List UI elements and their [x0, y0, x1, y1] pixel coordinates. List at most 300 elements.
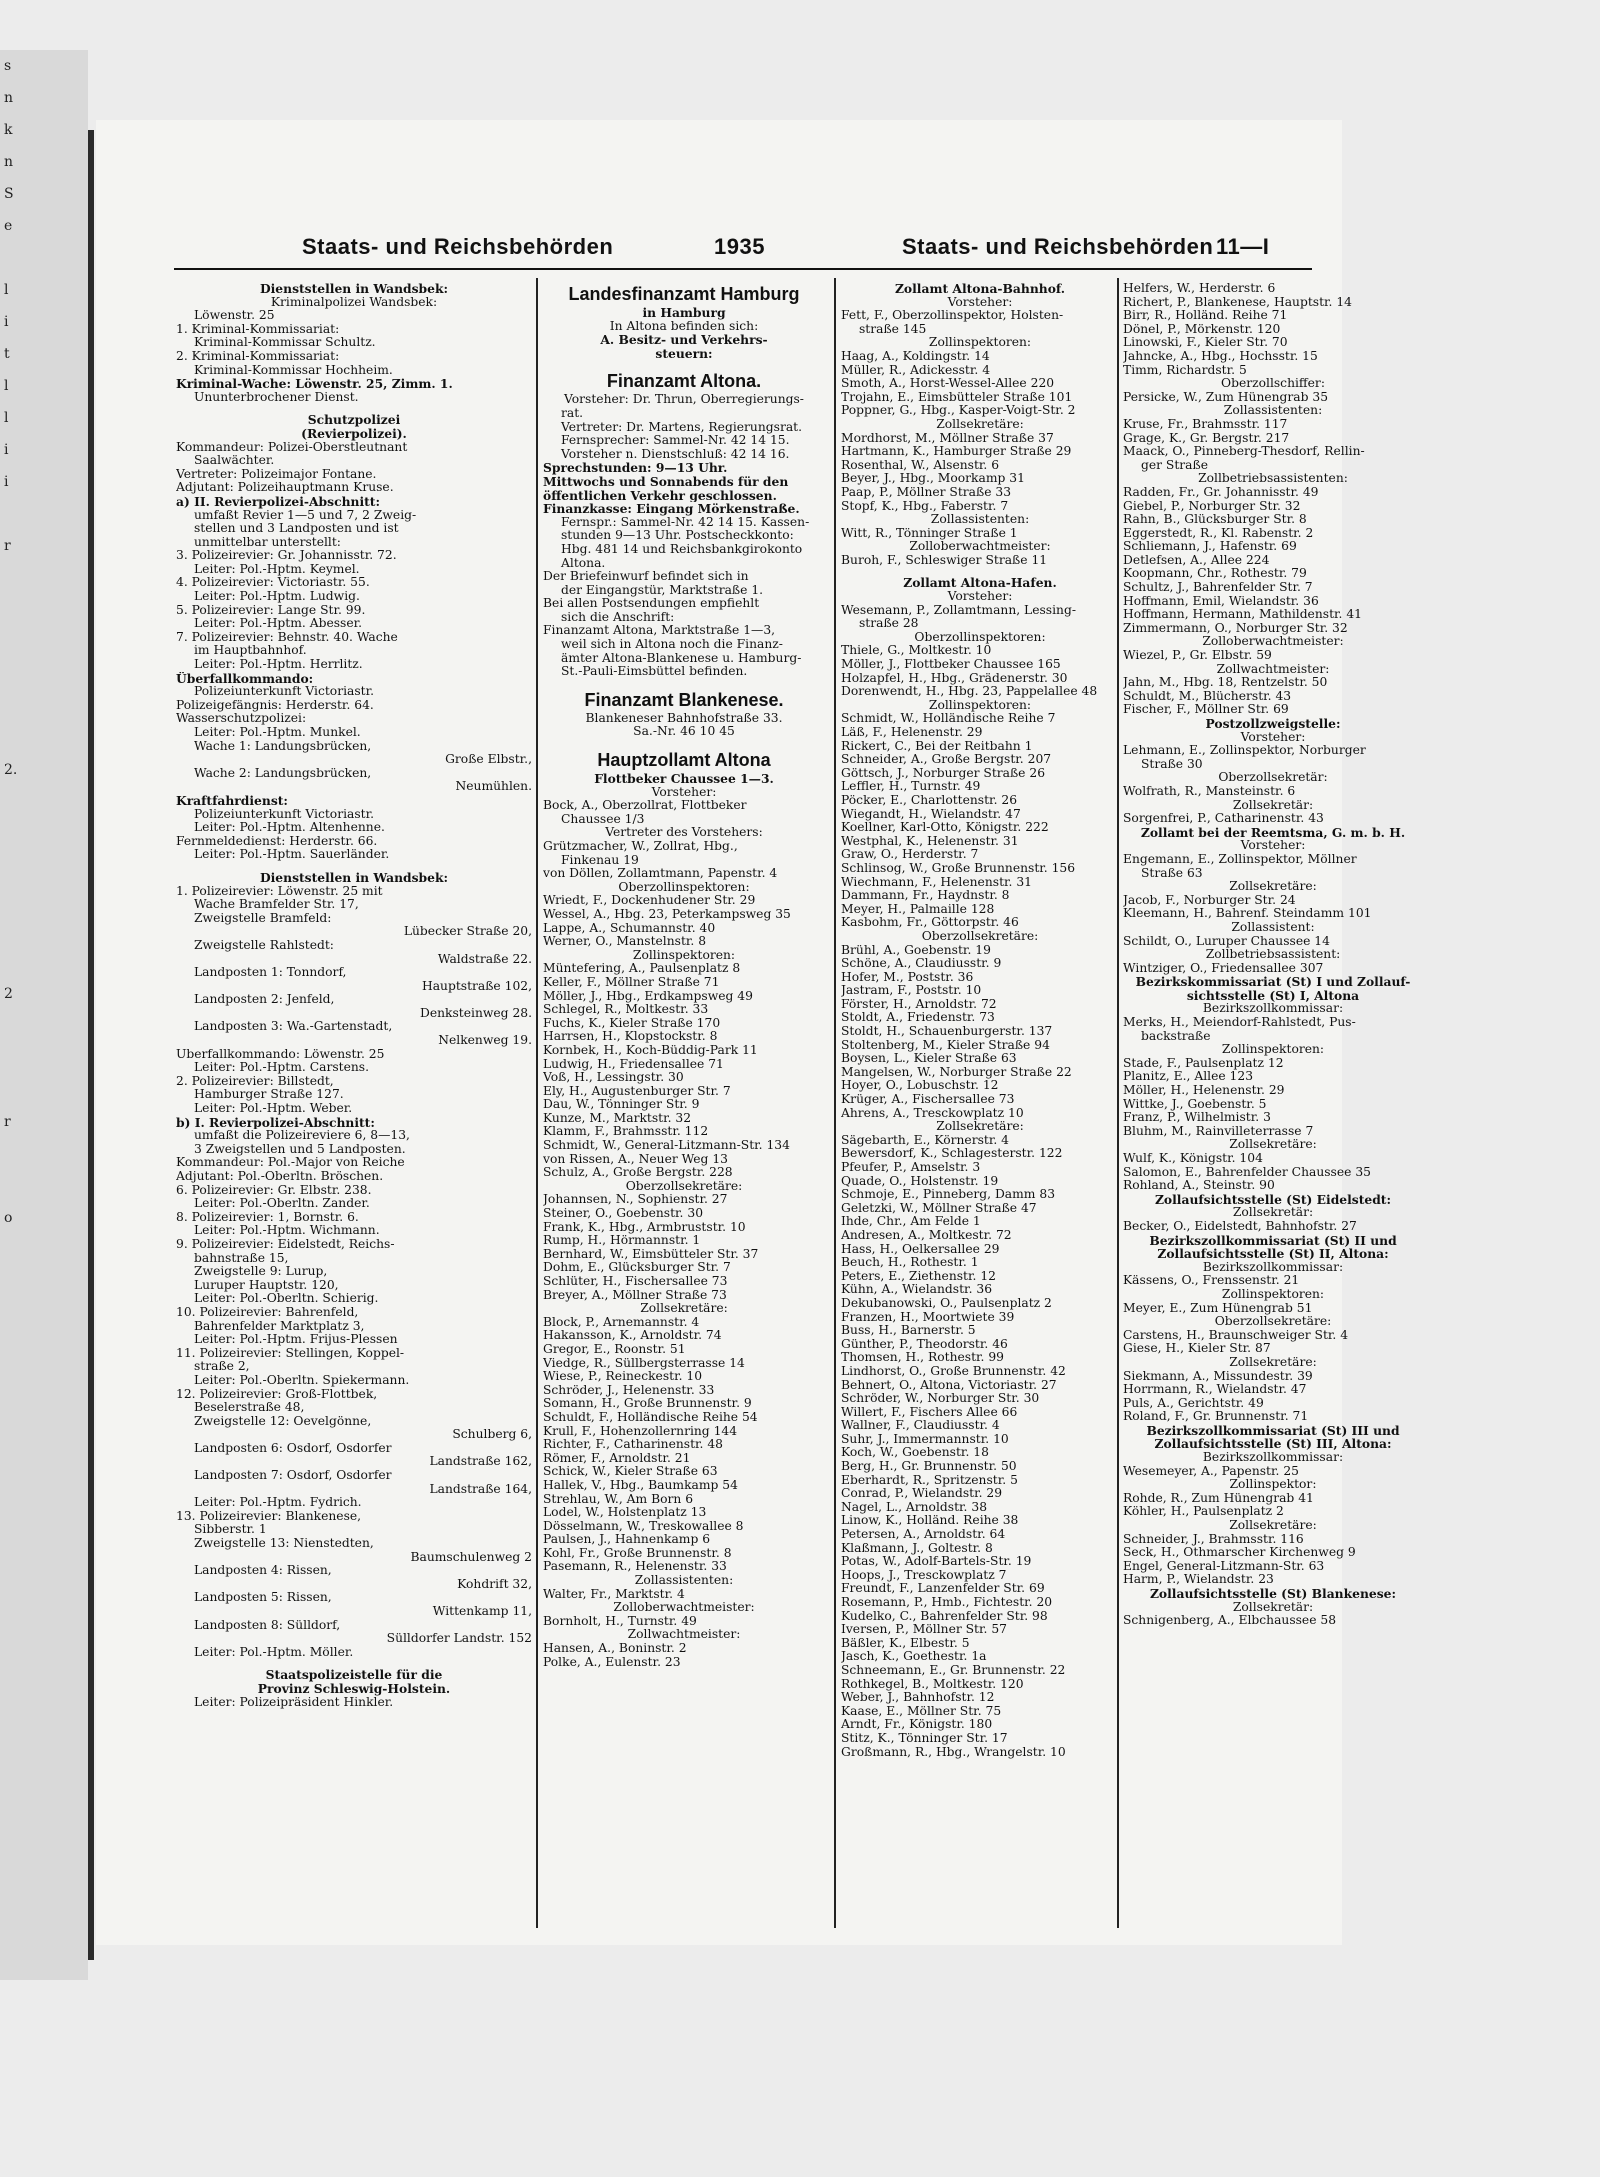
- text-line: Zollsekretäre:: [1229, 880, 1317, 894]
- facing-page-fragment: [4, 1234, 17, 1266]
- text-line: Leiter: Pol.-Hptm. Ludwig.: [194, 590, 360, 604]
- text-line: Finanzamt Altona, Marktstraße 1—3,: [543, 624, 776, 638]
- text-line: Iversen, P., Möllner Str. 57: [841, 1623, 1007, 1637]
- text-line: Hansen, A., Boninstr. 2: [543, 1642, 687, 1656]
- text-line: Hbg. 481 14 und Reichsbankgirokonto: [561, 542, 803, 556]
- text-line: Zollsekretäre:: [936, 1120, 1024, 1134]
- text-line: Linow, K., Holländ. Reihe 38: [841, 1514, 1019, 1528]
- text-line: sichtsstelle (St) I, Altona: [1186, 988, 1360, 1003]
- text-line: a) II. Revierpolizei-Abschnitt:: [176, 494, 381, 509]
- text-line: Löwenstr. 25: [194, 309, 275, 323]
- text-line: Möller, H., Helenenstr. 29: [1123, 1084, 1285, 1098]
- text-line: Harrsen, H., Klopstockstr. 8: [543, 1030, 718, 1044]
- text-line: Meyer, E., Zum Hünengrab 51: [1123, 1301, 1313, 1315]
- column-divider: [536, 278, 538, 1928]
- text-line: Pöcker, E., Charlottenstr. 26: [841, 793, 1018, 807]
- text-line: Vorsteher:: [947, 295, 1013, 309]
- text-line: Schuldt, M., Blücherstr. 43: [1123, 689, 1292, 703]
- text-line: Vertreter des Vorstehers:: [605, 826, 763, 840]
- text-line: Thomsen, H., Rothestr. 99: [841, 1351, 1005, 1365]
- facing-page-fragment: k: [4, 122, 13, 138]
- text-line: in Hamburg: [642, 306, 726, 320]
- text-line: Vorsteher:: [947, 590, 1013, 604]
- facing-page-fragment: [4, 818, 17, 850]
- text-line: Rump, H., Hörmannstr. 1: [543, 1234, 701, 1248]
- text-line: Wache 1: Landungsbrücken,: [194, 739, 372, 753]
- text-line: Leiter: Pol.-Oberltn. Spiekermann.: [194, 1373, 410, 1387]
- text-line: Schultz, J., Bahrenfelder Str. 7: [1123, 581, 1313, 595]
- text-line: Zollassistenten:: [930, 513, 1030, 527]
- facing-page-fragment: l: [4, 282, 9, 298]
- text-line: Wiechmann, F., Helenenstr. 31: [841, 875, 1033, 889]
- text-line: Merks, H., Meiendorf-Rahlstedt, Pus-: [1123, 1016, 1356, 1030]
- text-line: Schliemann, J., Hafenstr. 69: [1123, 540, 1297, 554]
- text-line: Zollsekretär:: [1232, 798, 1314, 812]
- text-line: Leiter: Pol.-Hptm. Keymel.: [194, 562, 360, 576]
- text-line: Krüger, A., Fischersallee 73: [841, 1093, 1015, 1107]
- text-line: Bäßler, K., Elbestr. 5: [841, 1636, 970, 1650]
- text-line: Stoldt, H., Schauenburgerstr. 137: [841, 1025, 1053, 1039]
- text-line: 1. Kriminal-Kommissariat:: [176, 322, 340, 336]
- text-line: Smoth, A., Horst-Wessel-Allee 220: [841, 377, 1055, 391]
- text-line: Koellner, Karl-Otto, Königstr. 222: [841, 821, 1049, 835]
- text-line: Block, P., Arnemannstr. 4: [543, 1315, 700, 1329]
- text-line: Postzollzweigstelle:: [1205, 717, 1341, 731]
- text-line: Wiezel, P., Gr. Elbstr. 59: [1123, 649, 1272, 663]
- text-line: Wache Bramfelder Str. 17,: [194, 898, 359, 912]
- text-line: Vorsteher: Dr. Thrun, Oberregierungs-: [564, 393, 804, 407]
- text-line: Weber, J., Bahnhofstr. 12: [841, 1691, 995, 1705]
- facing-page-fragment: [4, 1170, 17, 1202]
- text-line: Beselerstraße 48,: [194, 1401, 305, 1415]
- text-line: Zolloberwachtmeister:: [1202, 635, 1344, 649]
- facing-page-fragment: [4, 1266, 17, 1298]
- text-line: Landposten 4: Rissen,: [194, 1564, 332, 1578]
- text-line: Bezirkskommissariat (St) I und Zollauf-: [1135, 975, 1411, 989]
- text-line: 4. Polizeirevier: Victoriastr. 55.: [176, 576, 370, 590]
- text-line: Schildt, O., Luruper Chaussee 14: [1123, 934, 1330, 948]
- facing-page-fragment: r: [4, 538, 11, 554]
- text-line: Hoyer, O., Lobuschstr. 12: [841, 1079, 999, 1093]
- text-line: Sprechstunden: 9—13 Uhr.: [543, 461, 728, 475]
- text-line: Zollwachtmeister:: [627, 1628, 741, 1642]
- facing-page-fragment: i: [4, 314, 9, 330]
- text-line: 11. Polizeirevier: Stellingen, Koppel-: [176, 1346, 405, 1360]
- document-page: [96, 120, 1411, 1945]
- text-line: Fernspr.: Sammel-Nr. 42 14 15. Kassen-: [561, 515, 810, 529]
- text-line: Potas, W., Adolf-Bartels-Str. 19: [841, 1555, 1032, 1569]
- text-line: Römer, F., Arnoldstr. 21: [543, 1451, 691, 1465]
- text-line: 2. Kriminal-Kommissariat:: [176, 349, 340, 363]
- facing-page-fragment: [4, 1138, 17, 1170]
- text-line: Kaase, E., Möllner Str. 75: [841, 1704, 1002, 1718]
- text-line: Klaßmann, J., Goltestr. 8: [841, 1541, 993, 1555]
- text-line: Horrmann, R., Wielandstr. 47: [1123, 1383, 1307, 1397]
- facing-page-fragment: [4, 914, 17, 946]
- text-line: Polizeiunterkunft Victoriastr.: [194, 807, 375, 821]
- text-line: Schnigenberg, A., Elbchaussee 58: [1123, 1614, 1337, 1628]
- text-line: Westphal, K., Helenenstr. 31: [841, 834, 1019, 848]
- text-line: Vorsteher:: [1240, 839, 1306, 853]
- facing-page-fragment: [4, 626, 17, 658]
- text-line: Giese, H., Kieler Str. 87: [1123, 1342, 1271, 1356]
- text-line: Zollinspektoren:: [928, 698, 1032, 712]
- text-line: Jahncke, A., Hbg., Hochsstr. 15: [1123, 349, 1318, 363]
- text-line: [176, 862, 532, 871]
- facing-page-fragment: s: [4, 58, 12, 74]
- text-line: Oberzollsekretäre:: [625, 1179, 743, 1193]
- header-right-title: Staats- und Reichsbehörden: [902, 234, 1214, 259]
- text-line: b) I. Revierpolizei-Abschnitt:: [176, 1115, 375, 1130]
- facing-page-fragment: [4, 498, 17, 530]
- facing-page-fragment: [4, 242, 17, 274]
- facing-page-fragment: [4, 946, 17, 978]
- text-line: Fuchs, K., Kieler Straße 170: [543, 1016, 721, 1030]
- text-line: Zollsekretär:: [1232, 1600, 1314, 1614]
- text-line: Eggerstedt, R., Kl. Rabenstr. 2: [1123, 526, 1314, 540]
- text-line: Überfallkommando: Löwenstr. 25: [176, 1047, 385, 1061]
- text-line: Der Briefeinwurf befindet sich in: [543, 570, 749, 584]
- text-line: Hofer, M., Poststr. 36: [841, 970, 974, 984]
- facing-page-fragment: [4, 850, 17, 882]
- text-line: Richert, P., Blankenese, Hauptstr. 14: [1123, 295, 1353, 309]
- text-line: Persicke, W., Zum Hünengrab 35: [1123, 390, 1329, 404]
- text-line: Neumühlen.: [455, 780, 532, 794]
- text-line: Ludwig, H., Friedensallee 71: [543, 1057, 724, 1071]
- text-line: Adjutant: Polizeihauptmann Kruse.: [176, 481, 394, 495]
- text-line: Leiter: Pol.-Oberltn. Schierig.: [194, 1292, 379, 1306]
- text-line: Zweigstelle 12: Oevelgönne,: [194, 1414, 372, 1428]
- text-line: Landposten 7: Osdorf, Osdorfer: [194, 1469, 392, 1483]
- text-line: [176, 404, 532, 413]
- text-line: Detlefsen, A., Allee 224: [1123, 553, 1270, 567]
- text-line: umfaßt Revier 1—5 und 7, 2 Zweig-: [194, 508, 417, 522]
- text-line: Dienststellen in Wandsbek:: [259, 282, 449, 296]
- text-line: Müntefering, A., Paulsenplatz 8: [543, 962, 741, 976]
- text-line: Lehmann, E., Zollinspektor, Norburger: [1123, 744, 1366, 758]
- facing-page-fragment: r: [4, 1114, 11, 1130]
- text-line: Adjutant: Pol.-Oberltn. Bröschen.: [176, 1170, 384, 1183]
- text-line: Stopf, K., Hbg., Faberstr. 7: [841, 499, 1009, 513]
- text-line: Köhler, H., Paulsenplatz 2: [1123, 1505, 1284, 1519]
- text-line: Sägebarth, E., Körnerstr. 4: [841, 1133, 1010, 1147]
- text-line: Finanzamt Blankenese.: [584, 689, 784, 710]
- text-line: Kühn, A., Wielandstr. 36: [841, 1283, 993, 1297]
- text-line: Schulz, A., Große Bergstr. 228: [543, 1166, 733, 1180]
- text-line: Schick, W., Kieler Straße 63: [543, 1465, 718, 1479]
- text-line: Jacob, F., Norburger Str. 24: [1123, 893, 1296, 907]
- text-line: Zolloberwachtmeister:: [613, 1601, 755, 1615]
- text-line: Zollsekretäre:: [640, 1302, 728, 1316]
- text-line: Landposten 6: Osdorf, Osdorfer: [194, 1441, 392, 1455]
- facing-page-fragment: [4, 882, 17, 914]
- text-line: Leiter: Pol.-Hptm. Fydrich.: [194, 1496, 362, 1510]
- facing-page-fragments: [4, 50, 17, 1330]
- text-line: Zweigstelle 9: Lurup,: [194, 1265, 328, 1279]
- text-line: Birr, R., Holländ. Reihe 71: [1123, 309, 1288, 323]
- text-line: stellen und 3 Landposten und ist: [194, 522, 399, 536]
- facing-page-fragment: [4, 690, 17, 722]
- facing-page-fragment: 2: [4, 986, 13, 1002]
- text-line: Oberzollinspektoren:: [914, 630, 1046, 644]
- text-line: Schmidt, W., General-Litzmann-Str. 134: [543, 1139, 790, 1153]
- text-line: Engemann, E., Zollinspektor, Möllner: [1123, 852, 1357, 866]
- text-line: 9. Polizeirevier: Eidelstedt, Reichs-: [176, 1237, 395, 1251]
- text-line: Wallner, F., Claudiusstr. 4: [841, 1419, 1000, 1433]
- text-line: Stoldt, A., Friedenstr. 73: [841, 1011, 995, 1025]
- text-line: Schlüter, H., Fischersallee 73: [543, 1275, 728, 1288]
- text-line: Thiele, G., Moltkestr. 10: [841, 644, 992, 658]
- text-line: Geletzki, W., Möllner Straße 47: [841, 1201, 1037, 1215]
- text-line: Wiegandt, H., Wielandstr. 47: [841, 807, 1021, 821]
- text-line: Behnert, O., Altona, Victoriastr. 27: [841, 1378, 1057, 1392]
- text-line: Leiter: Pol.-Hptm. Wichmann.: [194, 1224, 380, 1238]
- facing-page-fragment: i: [4, 474, 9, 490]
- text-line: Bewersdorf, K., Schlagesterstr. 122: [841, 1147, 1063, 1161]
- text-line: Wulf, K., Königstr. 104: [1123, 1152, 1263, 1165]
- text-line: Flottbeker Chaussee 1—3.: [594, 772, 774, 786]
- text-line: Fernmeldedienst: Herderstr. 66.: [176, 834, 378, 848]
- text-line: Fernsprecher: Sammel-Nr. 42 14 15.: [561, 434, 790, 448]
- text-line: Bock, A., Oberzollrat, Flottbeker: [543, 799, 747, 813]
- text-line: Staatspolizeistelle für die: [265, 1668, 443, 1682]
- text-line: Berg, H., Gr. Brunnenstr. 50: [841, 1460, 1017, 1474]
- text-line: Landesfinanzamt Hamburg: [568, 284, 800, 304]
- text-line: rat.: [561, 406, 584, 420]
- text-line: Bezirkszollkommissariat (St) II und: [1149, 1233, 1397, 1248]
- facing-page-fragment: [4, 562, 17, 594]
- text-line: Leiter: Pol.-Hptm. Sauerländer.: [194, 848, 390, 862]
- text-line: Grage, K., Gr. Bergstr. 217: [1123, 431, 1290, 445]
- text-line: stunden 9—13 Uhr. Postscheckkonto:: [561, 529, 794, 543]
- text-line: Zollassistenten:: [1223, 404, 1323, 418]
- text-line: Dösselmann, W., Treskowallee 8: [543, 1519, 744, 1533]
- text-line: Zollinspektor:: [1229, 1478, 1317, 1492]
- header-year: 1935: [714, 234, 765, 259]
- text-line: Beuch, H., Rothestr. 1: [841, 1256, 979, 1270]
- text-line: Bezirkszollkommissar:: [1202, 1451, 1344, 1465]
- text-line: Dorenwendt, H., Hbg. 23, Pappelallee 48: [841, 685, 1098, 699]
- facing-page-fragment: n: [4, 154, 14, 170]
- facing-page-fragment: o: [4, 1210, 13, 1226]
- text-line: Fischer, F., Möllner Str. 69: [1123, 703, 1289, 717]
- text-line: Strehlau, W., Am Born 6: [543, 1492, 694, 1506]
- text-line: Peters, E., Ziethenstr. 12: [841, 1269, 996, 1283]
- text-line: Große Elbstr.,: [445, 753, 532, 767]
- text-line: Petersen, A., Arnoldstr. 64: [841, 1528, 1006, 1542]
- text-line: Seck, H., Othmarscher Kirchenweg 9: [1123, 1546, 1356, 1560]
- text-line: Freundt, F., Lanzenfelder Str. 69: [841, 1582, 1045, 1596]
- text-line: Oberzollsekretäre:: [921, 929, 1039, 943]
- text-line: Brühl, A., Goebenstr. 19: [841, 943, 991, 957]
- facing-page-fragment: n: [4, 90, 14, 106]
- text-line: Andresen, A., Moltkestr. 72: [841, 1228, 1012, 1242]
- text-line: ger Straße: [1141, 458, 1209, 472]
- text-line: Landposten 3: Wa.-Gartenstadt,: [194, 1020, 393, 1034]
- text-line: [841, 567, 1119, 576]
- text-line: Göttsch, J., Norburger Straße 26: [841, 766, 1046, 780]
- text-line: Förster, H., Arnoldstr. 72: [841, 997, 997, 1011]
- text-line: Lodel, W., Holstenplatz 13: [543, 1506, 707, 1520]
- text-line: Timm, Richardstr. 5: [1123, 363, 1247, 377]
- text-line: Pasemann, R., Helenenstr. 33: [543, 1560, 727, 1574]
- text-line: Stoltenberg, M., Kieler Straße 94: [841, 1038, 1050, 1052]
- text-line: Hass, H., Oelkersallee 29: [841, 1242, 1000, 1256]
- text-line: Polizeigefängnis: Herderstr. 64.: [176, 698, 374, 712]
- text-line: Fett, F., Oberzollinspektor, Holsten-: [841, 309, 1064, 323]
- facing-page-fragment: [4, 1074, 17, 1106]
- text-line: Hallek, V., Hbg., Baumkamp 54: [543, 1478, 738, 1492]
- text-line: Schneemann, E., Gr. Brunnenstr. 22: [841, 1663, 1066, 1677]
- text-line: backstraße: [1141, 1029, 1211, 1043]
- text-line: Krull, F., Hohenzollernring 144: [543, 1424, 738, 1438]
- text-line: Mittwochs und Sonnabends für den: [543, 474, 789, 489]
- text-line: Schmidt, W., Holländische Reihe 7: [841, 712, 1056, 726]
- text-line: von Rissen, A., Neuer Weg 13: [543, 1152, 728, 1166]
- text-line: Oberzollsekretäre:: [1214, 1315, 1332, 1329]
- text-line: Haag, A., Koldingstr. 14: [841, 349, 990, 363]
- text-line: Zollaufsichtsstelle (St) Eidelstedt:: [1154, 1192, 1392, 1207]
- text-line: Salomon, E., Bahrenfelder Chaussee 35: [1123, 1165, 1371, 1179]
- text-line: Dönel, P., Mörkenstr. 120: [1123, 322, 1281, 336]
- text-line: Kornbek, H., Koch-Büddig-Park 11: [543, 1043, 758, 1057]
- text-line: Kommandeur: Polizei-Oberstleutnant: [176, 440, 408, 454]
- text-line: Sibberstr. 1: [194, 1523, 267, 1537]
- text-line: Lindhorst, O., Große Brunnenstr. 42: [841, 1364, 1066, 1378]
- text-line: Möller, J., Flottbeker Chaussee 165: [841, 658, 1061, 672]
- text-line: 7. Polizeirevier: Behnstr. 40. Wache: [176, 630, 398, 644]
- facing-page-fragment: [4, 786, 17, 818]
- text-line: straße 145: [859, 322, 927, 336]
- text-line: Breyer, A., Möllner Straße 73: [543, 1288, 727, 1302]
- text-line: Leiter: Pol.-Hptm. Abesser.: [194, 617, 363, 631]
- text-line: Wintziger, O., Friedensallee 307: [1123, 961, 1324, 975]
- text-line: Siekmann, A., Missundestr. 39: [1123, 1369, 1313, 1383]
- text-line: Zollinspektoren:: [928, 336, 1032, 350]
- facing-page-fragment: 2.: [4, 762, 18, 778]
- text-line: weil sich in Altona noch die Finanz-: [561, 638, 783, 652]
- text-line: Kriminal-Wache: Löwenstr. 25, Zimm. 1.: [176, 377, 453, 391]
- column-divider: [834, 278, 836, 1928]
- book-gutter: [88, 130, 94, 1960]
- text-line: Nagel, L., Arnoldstr. 38: [841, 1500, 988, 1514]
- text-line: Schlinsog, W., Große Brunnenstr. 156: [841, 861, 1076, 875]
- text-line: Trojahn, E., Eimsbütteler Straße 101: [841, 390, 1073, 404]
- text-line: Jahn, M., Hbg. 18, Rentzelstr. 50: [1123, 676, 1328, 690]
- text-line: Zollaufsichtsstelle (St) III, Altona:: [1154, 1437, 1392, 1452]
- text-line: 3. Polizeirevier: Gr. Johannisstr. 72.: [176, 549, 397, 563]
- text-line: Läß, F., Helenenstr. 29: [841, 726, 983, 739]
- text-line: Kohl, Fr., Große Brunnenstr. 8: [543, 1546, 732, 1560]
- text-line: Saalwächter.: [194, 454, 275, 468]
- text-line: 5. Polizeirevier: Lange Str. 99.: [176, 603, 366, 617]
- text-line: Franzen, H., Moortwiete 39: [841, 1310, 1015, 1324]
- text-line: Steiner, O., Goebenstr. 30: [543, 1207, 704, 1221]
- text-line: Kruse, Fr., Brahmsstr. 117: [1123, 417, 1288, 431]
- text-line: Hamburger Straße 127.: [194, 1088, 344, 1102]
- text-line: Helfers, W., Herderstr. 6: [1123, 282, 1276, 295]
- text-line: Hauptzollamt Altona: [597, 750, 771, 771]
- text-line: Finkenau 19: [561, 853, 639, 867]
- text-line: Mordhorst, M., Möllner Straße 37: [841, 431, 1054, 445]
- column-3-customs: [841, 282, 1119, 1759]
- text-line: Somann, H., Große Brunnenstr. 9: [543, 1397, 752, 1411]
- text-line: Stitz, K., Tönninger Str. 17: [841, 1731, 1008, 1745]
- text-line: Kriminal-Kommissar Hochheim.: [194, 363, 393, 377]
- text-line: Rosenthal, W., Alsenstr. 6: [841, 458, 1000, 472]
- text-line: Polizeiunterkunft Victoriastr.: [194, 685, 375, 699]
- text-line: Rosemann, P., Hmb., Fichtestr. 20: [841, 1596, 1053, 1609]
- text-line: Hauptstraße 102,: [421, 979, 532, 993]
- text-line: Leiter: Pol.-Hptm. Frijus-Plessen: [194, 1333, 398, 1347]
- text-line: Leiter: Polizeipräsident Hinkler.: [194, 1695, 394, 1709]
- text-line: Wasserschutzpolizei:: [176, 712, 307, 726]
- text-line: Zweigstelle 13: Nienstedten,: [194, 1537, 374, 1551]
- text-line: Rohland, A., Steinstr. 90: [1123, 1179, 1275, 1193]
- text-line: Kleemann, H., Bahrenf. Steindamm 101: [1123, 907, 1372, 921]
- text-line: Bezirkszollkommissar:: [1202, 1260, 1344, 1274]
- text-line: Buss, H., Barnerstr. 5: [841, 1324, 976, 1338]
- text-line: von Döllen, Zollamtmann, Papenstr. 4: [543, 867, 778, 881]
- text-line: Wriedt, F., Dockenhudener Str. 29: [543, 894, 756, 908]
- text-line: Straße 63: [1141, 866, 1203, 880]
- text-line: Schneider, A., Große Bergstr. 207: [841, 753, 1052, 767]
- text-line: Poppner, G., Hbg., Kasper-Voigt-Str. 2: [841, 404, 1076, 418]
- text-line: Schöne, A., Claudiusstr. 9: [841, 957, 1002, 971]
- text-line: Quade, O., Holstenstr. 19: [841, 1174, 999, 1188]
- header-left-title: Staats- und Reichsbehörden: [302, 234, 614, 259]
- text-line: Zollwachtmeister:: [1216, 662, 1330, 676]
- text-line: Hakansson, K., Arnoldstr. 74: [543, 1329, 722, 1343]
- text-line: Rothkegel, B., Moltkestr. 120: [841, 1677, 1024, 1691]
- text-line: Dau, W., Tönninger Str. 9: [543, 1098, 700, 1112]
- text-line: Arndt, Fr., Königstr. 180: [841, 1718, 993, 1732]
- text-line: Carstens, H., Braunschweiger Str. 4: [1123, 1328, 1349, 1342]
- text-line: der Eingangstür, Marktstraße 1.: [561, 583, 764, 597]
- text-line: Voß, H., Lessingstr. 30: [543, 1071, 684, 1085]
- text-line: Kudelko, C., Bahrenfelder Str. 98: [841, 1609, 1048, 1623]
- text-line: Leiter: Pol.-Hptm. Altenhenne.: [194, 821, 385, 835]
- text-line: Hoffmann, Hermann, Mathildenstr. 41: [1123, 608, 1363, 622]
- text-line: Ely, H., Augustenburger Str. 7: [543, 1084, 731, 1098]
- text-line: Bluhm, M., Rainvilleterrasse 7: [1123, 1124, 1314, 1138]
- text-line: In Altona befinden sich:: [609, 319, 759, 333]
- text-line: Kässens, O., Frenssenstr. 21: [1123, 1274, 1300, 1288]
- text-line: Wessel, A., Hbg. 23, Peterkampsweg 35: [543, 907, 791, 921]
- text-line: Dienststellen in Wandsbek:: [259, 870, 449, 885]
- text-line: Keller, F., Möllner Straße 71: [543, 975, 720, 989]
- text-line: Schröder, W., Norburger Str. 30: [841, 1392, 1040, 1406]
- text-line: Eberhardt, R., Spritzenstr. 5: [841, 1473, 1018, 1487]
- text-line: Kraftfahrdienst:: [176, 793, 288, 808]
- facing-page-fragment: i: [4, 442, 9, 458]
- facing-page-fragment: [4, 658, 17, 690]
- facing-page-fragment: [4, 722, 17, 754]
- text-line: Zollsekretär:: [1232, 1206, 1314, 1220]
- text-line: Leiter: Pol.-Hptm. Herrlitz.: [194, 658, 363, 672]
- text-line: Rohde, R., Zum Hünengrab 41: [1123, 1491, 1314, 1505]
- text-line: Radden, Fr., Gr. Johannisstr. 49: [1123, 485, 1319, 499]
- text-line: Zollinspektoren:: [1221, 1043, 1325, 1057]
- text-line: Ununterbrochener Dienst.: [194, 390, 359, 404]
- text-line: Überfallkommando:: [176, 671, 314, 686]
- text-line: Zimmermann, O., Norburger Str. 32: [1123, 621, 1348, 635]
- text-line: Hoops, J., Tresckowplatz 7: [841, 1568, 1007, 1582]
- text-line: Zolloberwachtmeister:: [909, 540, 1051, 554]
- text-line: Suhr, J., Immermannstr. 10: [841, 1432, 1009, 1446]
- text-line: Möller, J., Hbg., Erdkampsweg 49: [543, 989, 753, 1003]
- text-line: Grützmacher, W., Zollrat, Hbg.,: [543, 840, 738, 853]
